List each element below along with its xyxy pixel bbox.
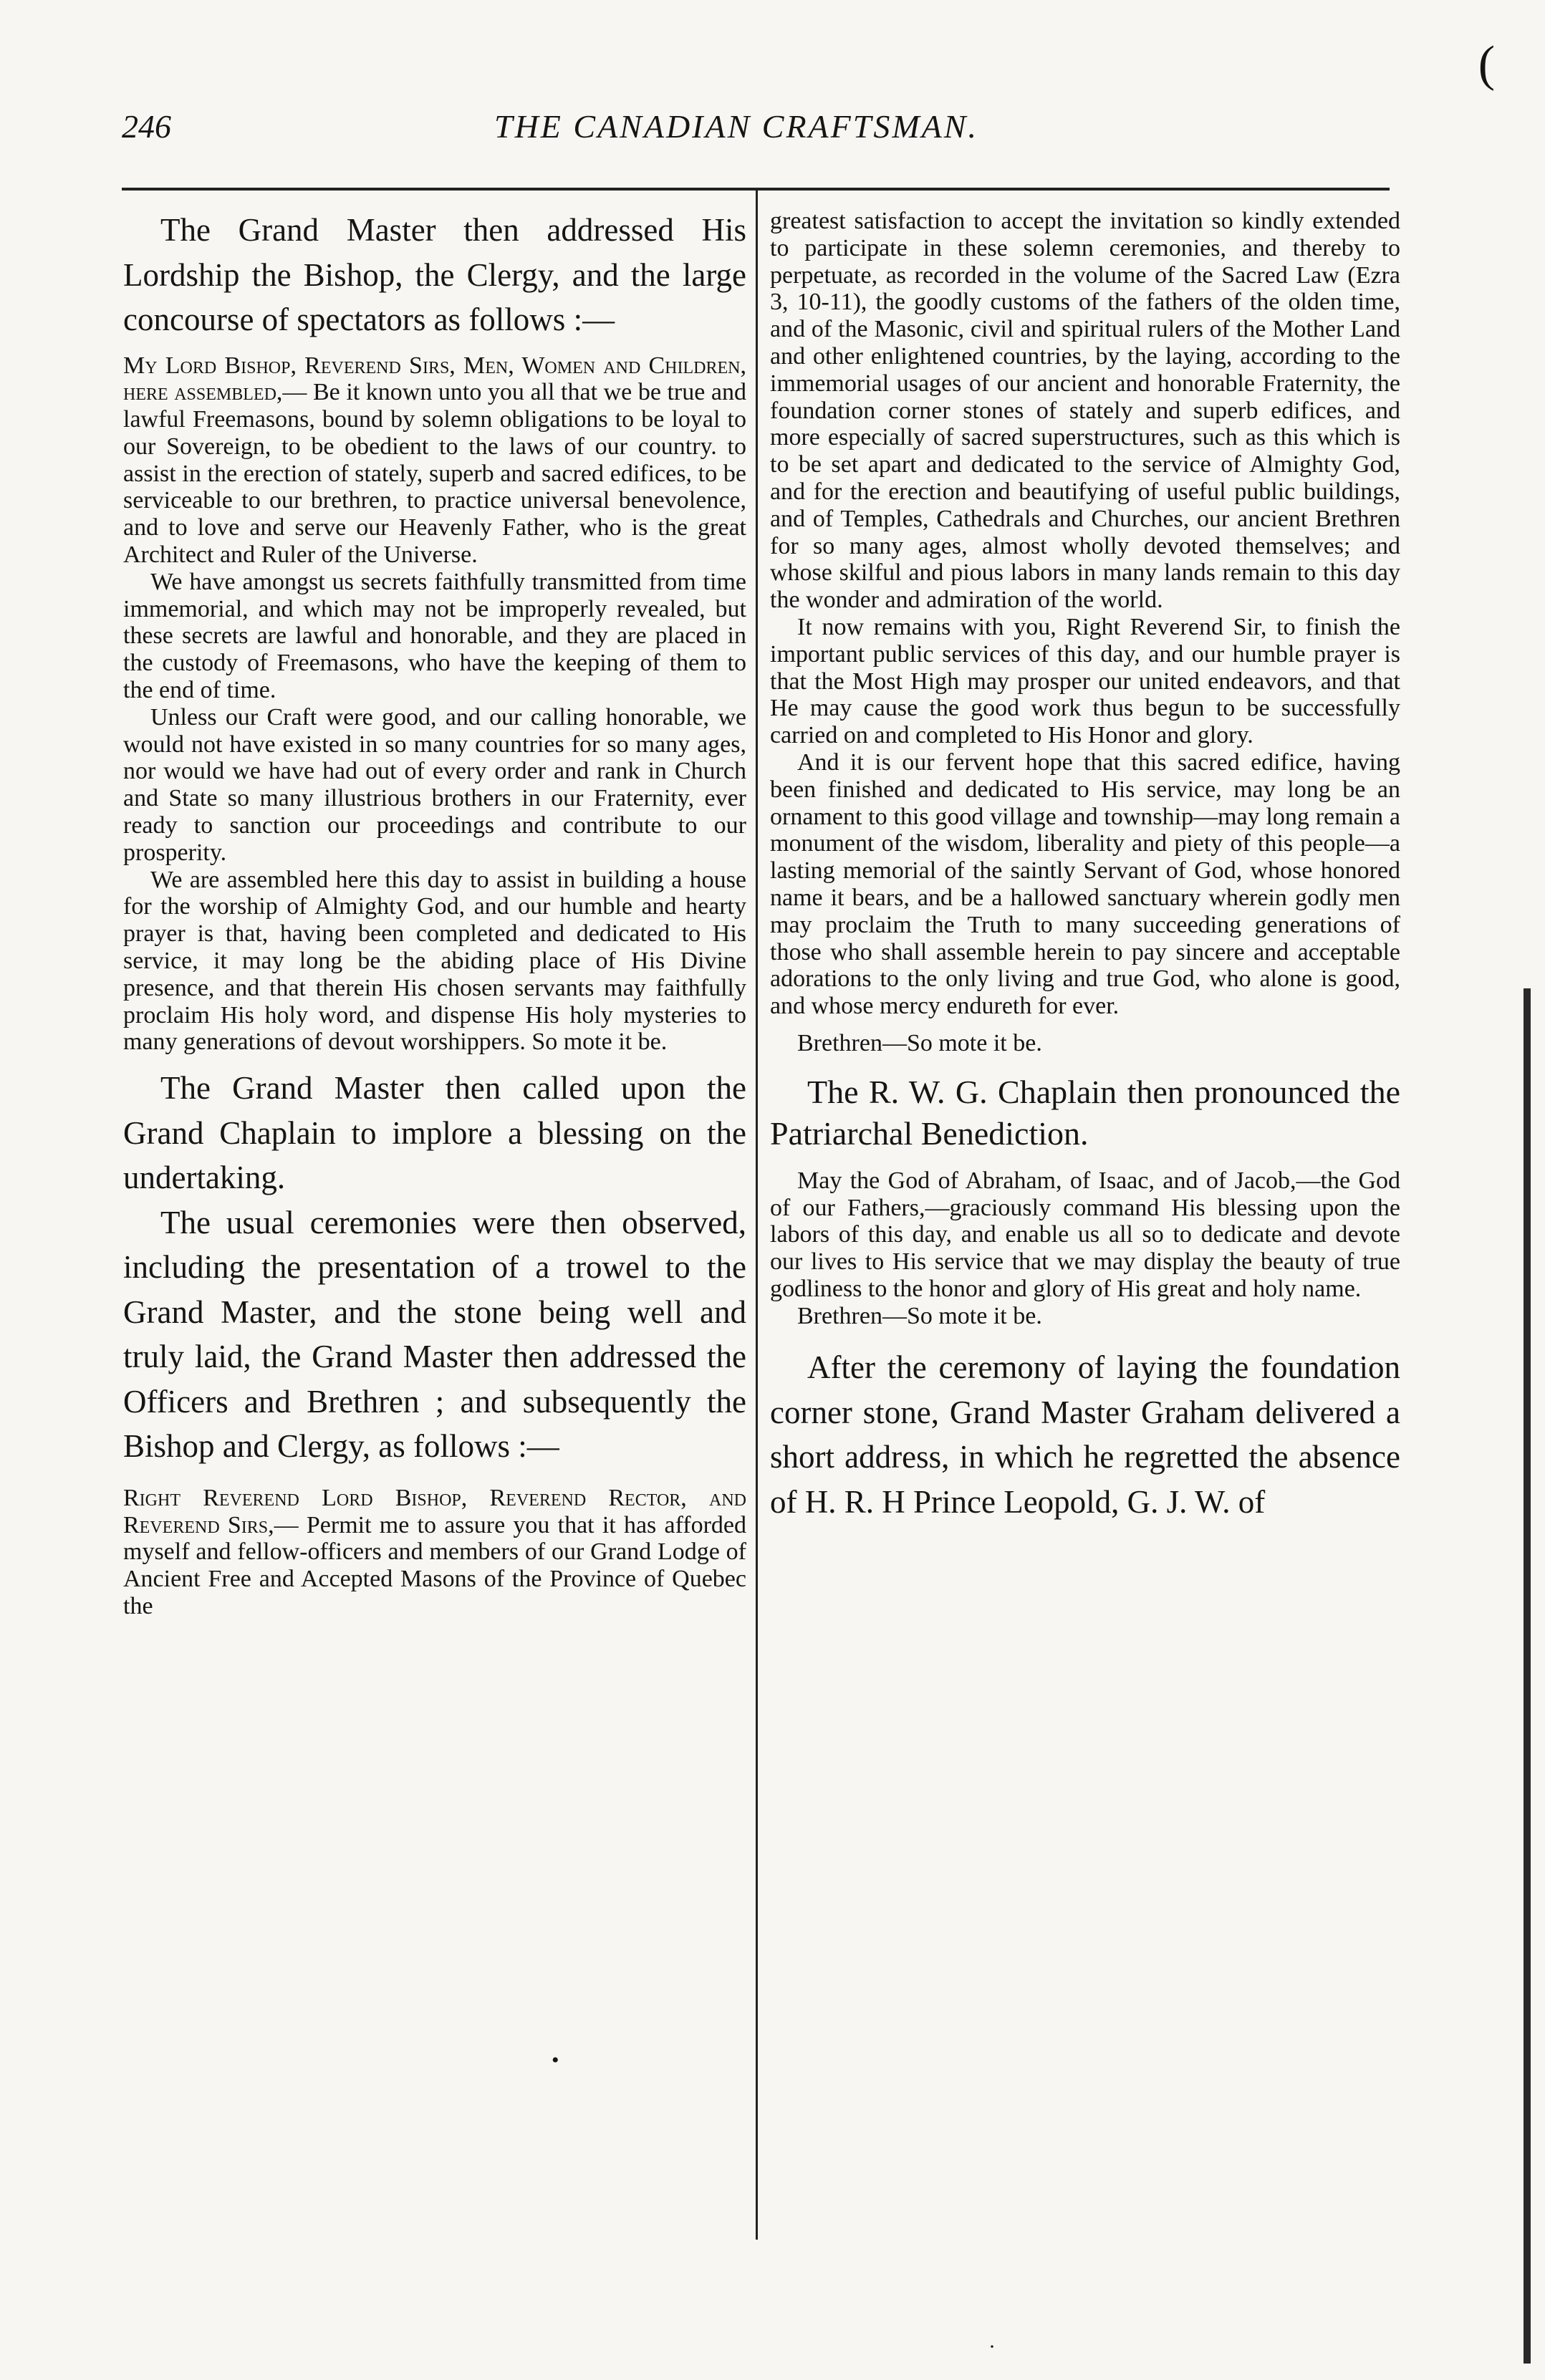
speck-mark: • bbox=[552, 2048, 559, 2072]
response-line-1: Brethren—So mote it be. bbox=[797, 1029, 1042, 1056]
address-salutation: My Lord Bishop, Reverend Sirs, Men, Women and Children, here assembled,— bbox=[123, 352, 746, 406]
right-column bbox=[770, 208, 1400, 1524]
benediction-paragraph: May the God of Abraham, of Isaac, and of Jacob,—the God of our Fathers,—graciously command His blessing upon the labors of this day, and enable us all so to dedicate and devote our lives to His service that we may display the beauty of true godliness to the honor and glory of His great and holy name. bbox=[770, 1167, 1400, 1302]
closing-paragraph: After the ceremony of laying the foundation corner stone, Grand Master Graham delivered a short address, in which he regretted the absence of H. R. H Prince Leopold, G. J. W. of bbox=[770, 1349, 1400, 1520]
page-header bbox=[122, 107, 1397, 158]
second-salutation: Right Reverend Lord Bishop, Reverend Rector, and Reverend Sirs,— bbox=[123, 1484, 746, 1538]
narrative-paragraph-1: The Grand Master then called upon the Grand Chaplain to implore a blessing on the undertaking. bbox=[123, 1070, 746, 1196]
left-column bbox=[123, 208, 746, 1620]
address-paragraph-4: We are assembled here this day to assist in building a house for the worship of Almighty God, and our humble and hearty prayer is that, having been completed and dedicated to His service, it may long be the abiding place of His Divine presence, and that therein His chosen servants may faithfully proclaim His holy word, and dispense His holy mysteries to many generations of devout worshippers. So mote it be. bbox=[123, 866, 746, 1056]
page-edge-shadow bbox=[1524, 988, 1531, 2364]
second-address-text: Permit me to assure you that it has afforded myself and fellow-officers and members of our Grand Lodge of Ancient Free and Accepted Masons of the Province of Quebec the bbox=[123, 1511, 747, 1619]
column-divider bbox=[756, 188, 758, 2240]
response-line-2: Brethren—So mote it be. bbox=[797, 1302, 1042, 1329]
address-paragraph-3: Unless our Craft were good, and our calling honorable, we would not have existed in so many countries for so many ages, nor would we have had out of every order and rank in Church and State so many illustrious brothers in our Fraternity, ever ready to sanction our proceedings and contribute to our prosperity. bbox=[123, 703, 746, 866]
footer-speck: · bbox=[988, 2335, 996, 2359]
intro-paragraph: The Grand Master then addressed His Lordship the Bishop, the Clergy, and the large concourse of spectators as follows :— bbox=[123, 212, 746, 337]
second-address-paragraph bbox=[123, 1485, 746, 1620]
address-paragraph-1 bbox=[123, 352, 746, 569]
address-body: Be it known unto you all that we be true and lawful Freemasons, bound by solemn obligations to be loyal to our Sovereign, to be obedient to the laws of our country. to assist in the erection of stately, superb and sacred edifices, to be serviceable to our brethren, to practice universal benevolence, and to love and serve our Heavenly Father, who is the great Architect and Ruler of the Universe. bbox=[123, 379, 746, 569]
right-paragraph-3: And it is our fervent hope that this sacred edifice, having been finished and dedicated to His service, may long be an ornament to this good village and township—may long remain a monument of the wisdom, liberality and piety of this people—a lasting memorial of the saintly Servant of God, whose honored name it bears, and be a hallowed sanctuary wherein godly men may proclaim the Truth to many succeeding generations of those who shall assemble herein to pay sincere and acceptable adorations to the only living and true God, who alone is good, and whose mercy endureth for ever. bbox=[770, 748, 1400, 1020]
margin-bracket-mark: ( bbox=[1478, 37, 1495, 92]
running-title: THE CANADIAN CRAFTSMAN. bbox=[494, 108, 978, 145]
right-paragraph-2: It now remains with you, Right Reverend Sir, to finish the important public services of this day, and our humble prayer is that the Most High may prosper our united endeavors, and that He may cause the good work thus begun to be successfully carried on and completed to His Honor and glory. bbox=[770, 613, 1400, 749]
benediction-heading: The R. W. G. Chaplain then pronounced the Patriarchal Benediction. bbox=[770, 1073, 1400, 1152]
address-paragraph-2: We have amongst us secrets faithfully transmitted from time immemorial, and which may not be improperly revealed, but these secrets are lawful and honorable, and they are placed in the custody of Freemasons, who have the keeping of them to the end of time. bbox=[123, 568, 746, 704]
page-number: 246 bbox=[122, 108, 171, 145]
continuation-paragraph: greatest satisfaction to accept the invitation so kindly extended to participate in these solemn ceremonies, and thereby to perpetuate, as recorded in the volume of the Sacred Law (Ezra 3, 10-11), the goodly customs of the fathers of the olden time, and of the Masonic, civil and spiritual rulers of the Mother Land and other enlightened countries, by the laying, according to the immemorial usages of our ancient and honorable Fraternity, the foundation corner stones of stately and superb edifices, and more especially of sacred superstructures, such as this which is to be set apart and dedicated to the service of Almighty God, and for the erection and beautifying of useful public buildings, and of Temples, Cathedrals and Churches, our ancient Brethren for so many ages, almost wholly devoted themselves; and whose skilful and pious labors in many lands remain to this day the wonder and admiration of the world. bbox=[770, 208, 1400, 614]
narrative-paragraph-2: The usual ceremonies were then observed, including the presentation of a trowel to the Grand Master, and the stone being well and truly laid, the Grand Master then addressed the Officers and Brethren ; and subsequently the Bishop and Clergy, as follows :— bbox=[123, 1204, 746, 1465]
